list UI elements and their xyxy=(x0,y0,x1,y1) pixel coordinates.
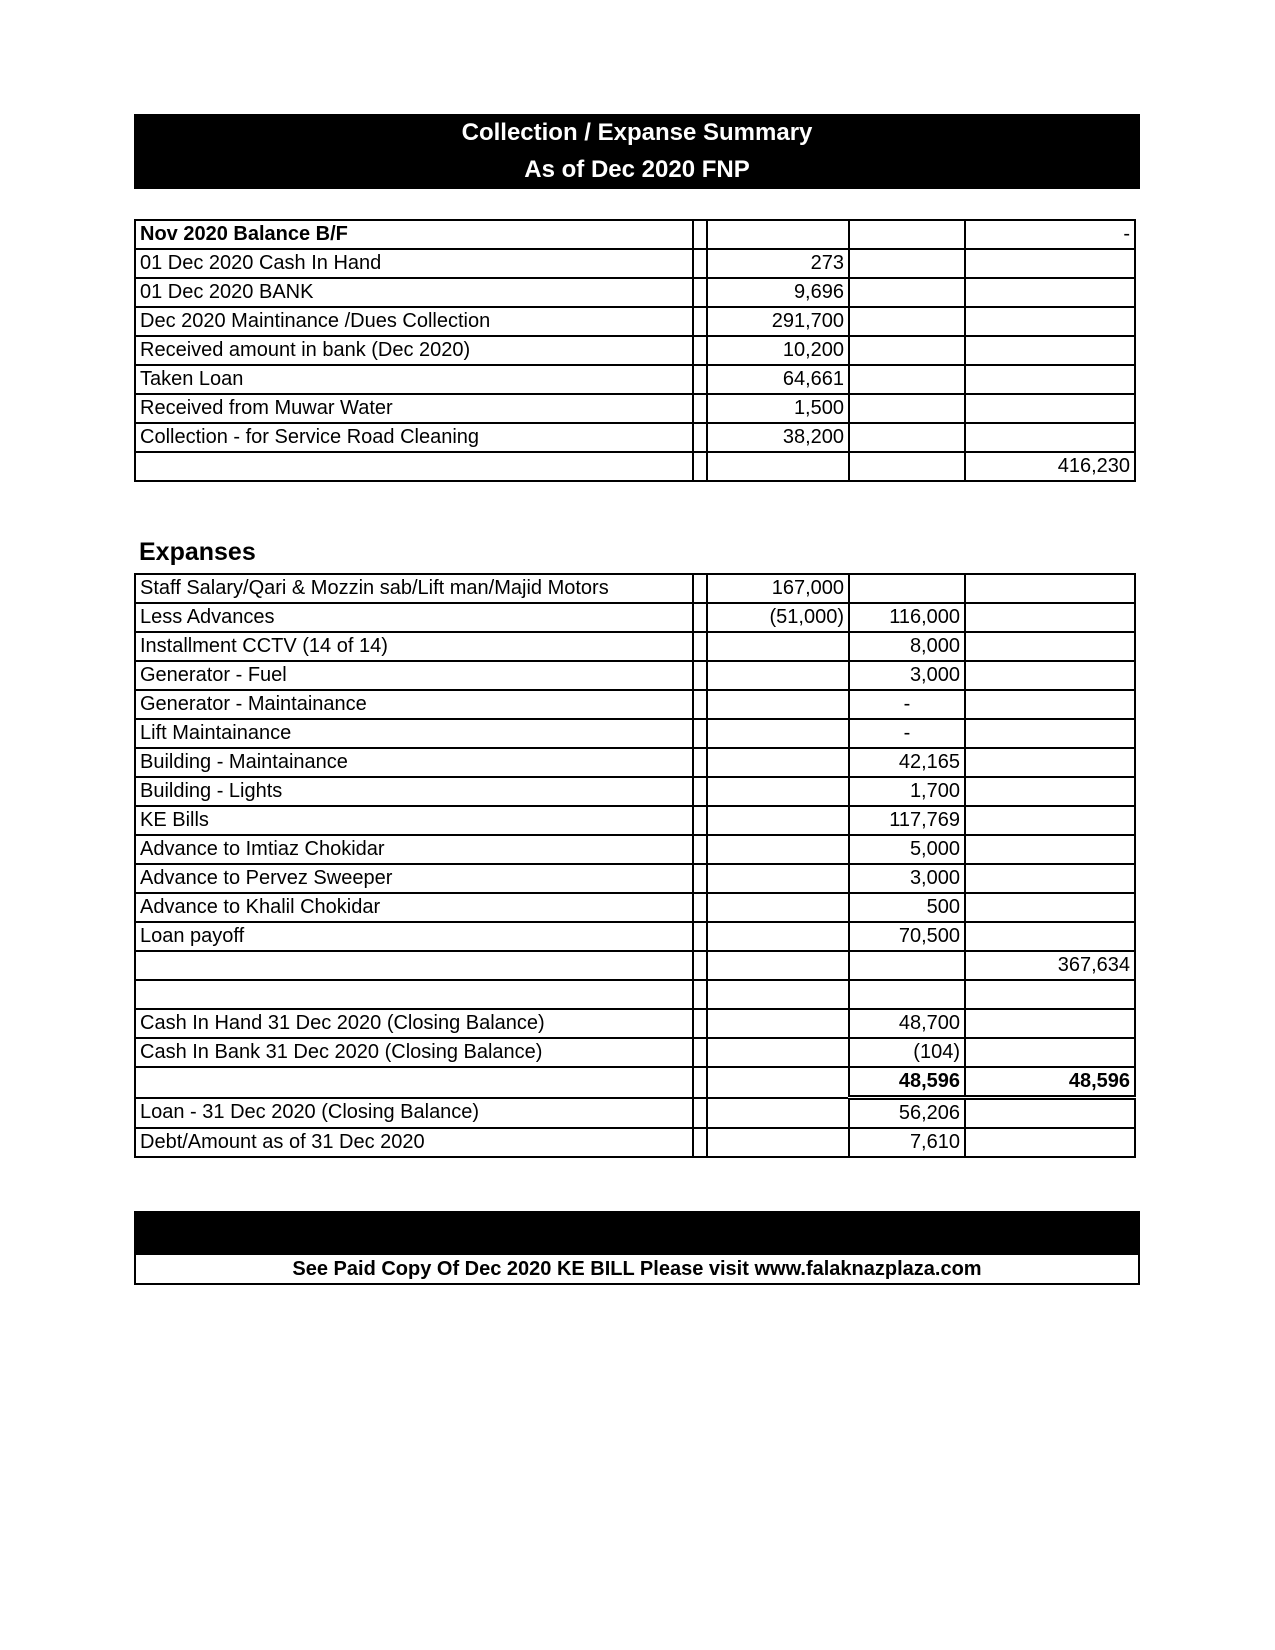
amount-cell: 70,500 xyxy=(849,922,965,951)
amount-cell xyxy=(849,980,965,1009)
table-row xyxy=(135,922,1135,951)
amount-cell xyxy=(707,1098,849,1129)
amount-cell: 416,230 xyxy=(965,452,1135,481)
spacer-cell xyxy=(693,574,707,603)
row-label: Received amount in bank (Dec 2020) xyxy=(135,336,693,365)
amount-cell xyxy=(849,574,965,603)
amount-cell: - xyxy=(965,220,1135,249)
spacer-cell xyxy=(693,365,707,394)
amount-cell xyxy=(849,951,965,980)
amount-cell xyxy=(965,893,1135,922)
row-label: Debt/Amount as of 31 Dec 2020 xyxy=(135,1128,693,1157)
table-row xyxy=(135,632,1135,661)
table-row xyxy=(135,661,1135,690)
row-label: Advance to Khalil Chokidar xyxy=(135,893,693,922)
table-row xyxy=(135,452,1135,481)
amount-cell xyxy=(849,307,965,336)
spacer-cell xyxy=(693,893,707,922)
amount-cell xyxy=(965,278,1135,307)
amount-cell xyxy=(965,690,1135,719)
row-label: Loan payoff xyxy=(135,922,693,951)
spacer-cell xyxy=(693,307,707,336)
amount-cell: 5,000 xyxy=(849,835,965,864)
amount-cell xyxy=(965,806,1135,835)
row-label: Staff Salary/Qari & Mozzin sab/Lift man/Majid Motors xyxy=(135,574,693,603)
amount-cell: 7,610 xyxy=(849,1128,965,1157)
row-label xyxy=(135,1067,693,1098)
spacer-cell xyxy=(693,632,707,661)
amount-cell: 9,696 xyxy=(707,278,849,307)
amount-cell xyxy=(965,423,1135,452)
spacer-cell xyxy=(693,603,707,632)
expenses-table-body xyxy=(135,574,1135,1157)
collection-table xyxy=(134,219,1136,482)
row-label: Advance to Imtiaz Chokidar xyxy=(135,835,693,864)
amount-cell xyxy=(965,777,1135,806)
row-label: KE Bills xyxy=(135,806,693,835)
amount-cell xyxy=(707,893,849,922)
row-label xyxy=(135,951,693,980)
amount-cell xyxy=(707,220,849,249)
row-label xyxy=(135,452,693,481)
row-label: Building - Maintainance xyxy=(135,748,693,777)
amount-cell xyxy=(849,365,965,394)
spacer-cell xyxy=(693,951,707,980)
row-label: 01 Dec 2020 Cash In Hand xyxy=(135,249,693,278)
spacer-cell xyxy=(693,1067,707,1098)
table-row xyxy=(135,574,1135,603)
amount-cell: 116,000 xyxy=(849,603,965,632)
spacer-cell xyxy=(693,661,707,690)
spacer-cell xyxy=(693,777,707,806)
row-label: Advance to Pervez Sweeper xyxy=(135,864,693,893)
amount-cell xyxy=(849,394,965,423)
spacer-cell xyxy=(693,835,707,864)
amount-cell xyxy=(707,980,849,1009)
row-label: Generator - Fuel xyxy=(135,661,693,690)
amount-cell: 273 xyxy=(707,249,849,278)
row-label: Installment CCTV (14 of 14) xyxy=(135,632,693,661)
amount-cell: 38,200 xyxy=(707,423,849,452)
spacer-cell xyxy=(693,394,707,423)
amount-cell xyxy=(965,249,1135,278)
row-label: 01 Dec 2020 BANK xyxy=(135,278,693,307)
amount-cell xyxy=(707,922,849,951)
table-row xyxy=(135,893,1135,922)
amount-cell: 167,000 xyxy=(707,574,849,603)
amount-cell xyxy=(707,1067,849,1098)
amount-cell xyxy=(965,336,1135,365)
spacer-cell xyxy=(693,423,707,452)
row-label: Dec 2020 Maintinance /Dues Collection xyxy=(135,307,693,336)
table-row xyxy=(135,249,1135,278)
amount-cell xyxy=(965,980,1135,1009)
amount-cell xyxy=(965,1038,1135,1067)
table-row xyxy=(135,864,1135,893)
table-row xyxy=(135,1098,1135,1129)
table-row xyxy=(135,980,1135,1009)
amount-cell xyxy=(965,574,1135,603)
table-row xyxy=(135,1067,1135,1098)
row-label: Lift Maintainance xyxy=(135,719,693,748)
amount-cell xyxy=(965,1128,1135,1157)
amount-cell xyxy=(965,748,1135,777)
amount-cell: 291,700 xyxy=(707,307,849,336)
table-row xyxy=(135,336,1135,365)
amount-cell xyxy=(707,835,849,864)
table-row xyxy=(135,1009,1135,1038)
amount-cell xyxy=(707,864,849,893)
amount-cell: 48,596 xyxy=(849,1067,965,1098)
amount-cell xyxy=(849,336,965,365)
amount-cell xyxy=(707,951,849,980)
amount-cell: 367,634 xyxy=(965,951,1135,980)
amount-cell: 1,700 xyxy=(849,777,965,806)
row-label: Loan - 31 Dec 2020 (Closing Balance) xyxy=(135,1098,693,1129)
amount-cell: 10,200 xyxy=(707,336,849,365)
table-row xyxy=(135,1038,1135,1067)
amount-cell xyxy=(707,719,849,748)
amount-cell xyxy=(965,661,1135,690)
row-label: Nov 2020 Balance B/F xyxy=(135,220,693,249)
footer-banner xyxy=(134,1211,1140,1285)
spacer-cell xyxy=(693,1009,707,1038)
row-label: Cash In Hand 31 Dec 2020 (Closing Balance) xyxy=(135,1009,693,1038)
spacer-cell xyxy=(693,719,707,748)
spacer-cell xyxy=(693,1038,707,1067)
amount-cell xyxy=(707,690,849,719)
row-label: Cash In Bank 31 Dec 2020 (Closing Balance) xyxy=(135,1038,693,1067)
amount-cell xyxy=(849,220,965,249)
table-row xyxy=(135,835,1135,864)
amount-cell: 3,000 xyxy=(849,864,965,893)
amount-cell xyxy=(965,719,1135,748)
amount-cell xyxy=(707,661,849,690)
expenses-heading: Expanses xyxy=(139,538,256,566)
spacer-cell xyxy=(693,980,707,1009)
spacer-cell xyxy=(693,922,707,951)
amount-cell xyxy=(707,1128,849,1157)
amount-cell xyxy=(849,452,965,481)
report-subtitle: As of Dec 2020 FNP xyxy=(524,156,750,183)
table-row xyxy=(135,690,1135,719)
amount-cell: 64,661 xyxy=(707,365,849,394)
amount-cell: 48,700 xyxy=(849,1009,965,1038)
amount-cell xyxy=(965,394,1135,423)
table-row xyxy=(135,394,1135,423)
amount-cell xyxy=(965,632,1135,661)
amount-cell: (104) xyxy=(849,1038,965,1067)
amount-cell: 117,769 xyxy=(849,806,965,835)
amount-cell: 1,500 xyxy=(707,394,849,423)
amount-cell xyxy=(965,1098,1135,1129)
table-row xyxy=(135,777,1135,806)
footer-note: See Paid Copy Of Dec 2020 KE BILL Please visit www.falaknazplaza.com xyxy=(292,1258,982,1280)
table-row xyxy=(135,307,1135,336)
amount-cell xyxy=(965,864,1135,893)
amount-cell xyxy=(707,1009,849,1038)
spacer-cell xyxy=(693,278,707,307)
footer-black-band xyxy=(136,1213,1138,1255)
amount-cell: 48,596 xyxy=(965,1067,1135,1098)
amount-cell xyxy=(707,748,849,777)
amount-cell: 56,206 xyxy=(849,1098,965,1129)
row-label: Taken Loan xyxy=(135,365,693,394)
spacer-cell xyxy=(693,748,707,777)
amount-cell: 500 xyxy=(849,893,965,922)
table-row xyxy=(135,806,1135,835)
table-row xyxy=(135,220,1135,249)
row-label: Generator - Maintainance xyxy=(135,690,693,719)
row-label: Collection - for Service Road Cleaning xyxy=(135,423,693,452)
table-row xyxy=(135,748,1135,777)
table-row xyxy=(135,951,1135,980)
amount-cell: (51,000) xyxy=(707,603,849,632)
amount-cell xyxy=(965,835,1135,864)
amount-cell xyxy=(707,632,849,661)
spacer-cell xyxy=(693,220,707,249)
amount-cell xyxy=(849,423,965,452)
row-label xyxy=(135,980,693,1009)
amount-cell xyxy=(707,1038,849,1067)
spacer-cell xyxy=(693,249,707,278)
amount-cell: 8,000 xyxy=(849,632,965,661)
amount-cell: - xyxy=(849,719,965,748)
row-label: Received from Muwar Water xyxy=(135,394,693,423)
amount-cell xyxy=(707,777,849,806)
spacer-cell xyxy=(693,336,707,365)
collection-table-body xyxy=(135,220,1135,481)
amount-cell xyxy=(965,365,1135,394)
amount-cell xyxy=(965,1009,1135,1038)
spacer-cell xyxy=(693,1098,707,1129)
table-row xyxy=(135,365,1135,394)
amount-cell xyxy=(965,307,1135,336)
row-label: Less Advances xyxy=(135,603,693,632)
expenses-table xyxy=(134,573,1136,1158)
amount-cell xyxy=(965,603,1135,632)
amount-cell xyxy=(707,452,849,481)
amount-cell: - xyxy=(849,690,965,719)
amount-cell: 3,000 xyxy=(849,661,965,690)
spacer-cell xyxy=(693,864,707,893)
amount-cell: 42,165 xyxy=(849,748,965,777)
spacer-cell xyxy=(693,690,707,719)
row-label: Building - Lights xyxy=(135,777,693,806)
table-row xyxy=(135,603,1135,632)
table-row xyxy=(135,1128,1135,1157)
amount-cell xyxy=(965,922,1135,951)
amount-cell xyxy=(849,278,965,307)
spacer-cell xyxy=(693,806,707,835)
spacer-cell xyxy=(693,1128,707,1157)
table-row xyxy=(135,423,1135,452)
table-row xyxy=(135,278,1135,307)
amount-cell xyxy=(707,806,849,835)
amount-cell xyxy=(849,249,965,278)
spacer-cell xyxy=(693,452,707,481)
report-title: Collection / Expanse Summary xyxy=(461,119,813,146)
table-row xyxy=(135,719,1135,748)
report-title-banner xyxy=(134,114,1140,189)
